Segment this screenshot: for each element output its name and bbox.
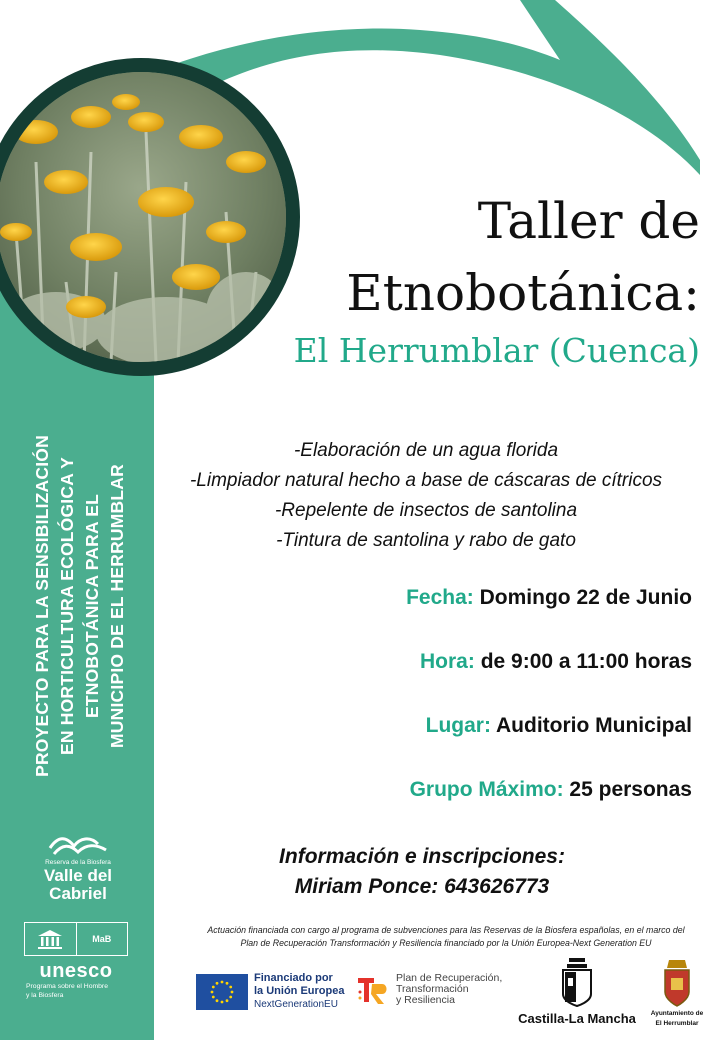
castilla-la-mancha-name: Castilla-La Mancha: [518, 1011, 636, 1026]
detail-value: de 9:00 a 11:00 horas: [480, 650, 692, 673]
waves-logo-icon: [46, 832, 110, 858]
project-line: EN HORTICULTURA ECOLÓGICA Y: [57, 456, 77, 756]
yellow-santolina-flowers-photo: [0, 72, 286, 362]
detail-lugar: [426, 714, 692, 738]
project-line: MUNICIPIO DE EL HERRUMBLAR: [107, 464, 127, 748]
eu-line-1: Financiado por: [254, 972, 333, 984]
contact-person-phone: Miriam Ponce: 643626773: [294, 875, 550, 898]
title-line-2: Etnobotánica:: [346, 264, 700, 322]
detail-value: Auditorio Municipal: [496, 714, 692, 737]
detail-label: Fecha:: [406, 586, 474, 609]
funding-line-1: Actuación financiada con cargo al programa de subvenciones para las Reservas de la Biosfera españolas, en el marco del: [207, 925, 685, 935]
subtitle: El Herrumblar (Cuenca): [293, 331, 700, 370]
eu-funding-logo: [196, 972, 344, 1011]
unesco-temple-icon: [36, 928, 64, 950]
unesco-logo: [24, 922, 128, 1000]
prtr-line-1: Plan de Recuperación,: [396, 971, 503, 984]
detail-value: 25 personas: [569, 778, 692, 801]
eu-flag-icon: [196, 974, 248, 1010]
valle-del-cabriel-logo: [28, 832, 128, 903]
mab-label: MaB: [76, 923, 128, 955]
unesco-name: unesco: [39, 960, 113, 982]
unesco-program-2: y la Biosfera: [26, 992, 64, 999]
detail-grupo: [410, 778, 692, 802]
title-line-1: Taller de: [477, 192, 700, 250]
prtr-line-2: Transformación: [396, 982, 469, 995]
activity-item: -Limpiador natural hecho a base de cáscaras de cítricos: [189, 470, 663, 491]
ayuntamiento-line-1: Ayuntamiento de: [650, 1010, 704, 1017]
activity-list: [156, 436, 696, 556]
project-line: PROYECTO PARA LA SENSIBILIZACIÓN: [32, 435, 52, 777]
funding-line-2: Plan de Recuperación Transformación y Resiliencia financiado por la Unión Europea-Next Generation EU: [240, 938, 652, 948]
biosfera-name-1: Valle del: [43, 866, 113, 885]
detail-label: Lugar:: [425, 714, 491, 737]
prtr-logo-icon: [356, 972, 390, 1006]
detail-value: Domingo 22 de Junio: [479, 586, 692, 609]
activity-item: -Elaboración de un agua florida: [293, 440, 559, 461]
contact-info: [252, 842, 592, 902]
eu-line-2: la Unión Europea: [254, 985, 345, 997]
detail-hora: [420, 650, 692, 674]
activity-item: -Tintura de santolina y rabo de gato: [276, 530, 576, 551]
contact-heading: Información e inscripciones:: [279, 845, 565, 868]
detail-label: Grupo Máximo:: [409, 778, 564, 801]
activity-item: -Repelente de insectos de santolina: [274, 500, 578, 521]
prtr-logo: [356, 972, 502, 1006]
detail-label: Hora:: [420, 650, 475, 673]
detail-fecha: [406, 586, 692, 610]
prtr-line-3: y Resiliencia: [396, 993, 455, 1006]
eu-line-3: NextGenerationEU: [254, 999, 338, 1010]
biosfera-caption: Reserva de la Biosfera: [45, 859, 111, 866]
project-vertical-text: [24, 408, 136, 804]
project-line: ETNOBOTÁNICA PARA EL: [82, 493, 102, 719]
municipal-coat-of-arms-icon: [662, 958, 692, 1008]
castilla-la-mancha-logo: [518, 956, 636, 1026]
ayuntamiento-logo: [644, 958, 710, 1028]
ayuntamiento-line-2: El Herrumblar: [655, 1020, 699, 1027]
unesco-program-1: Programa sobre el Hombre: [26, 983, 108, 990]
funding-note: [176, 924, 716, 950]
castilla-la-mancha-shield-icon: [559, 956, 595, 1008]
biosfera-name-2: Cabriel: [49, 884, 107, 903]
